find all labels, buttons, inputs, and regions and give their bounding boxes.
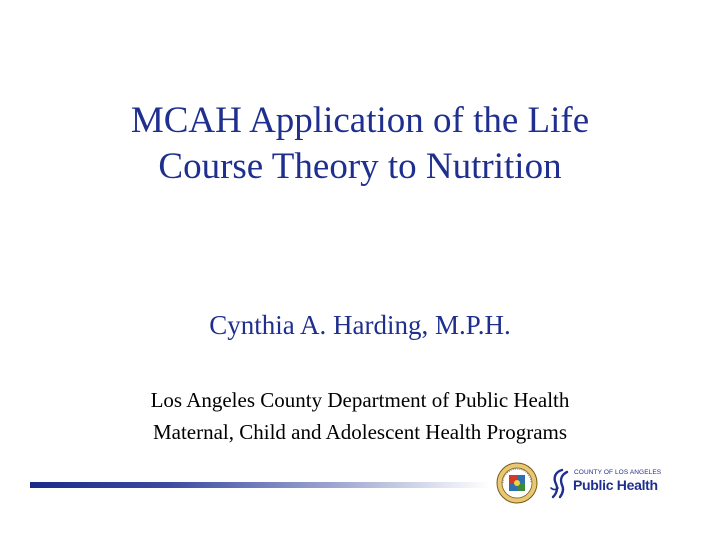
- organization-line-1: Los Angeles County Department of Public Health: [150, 388, 570, 412]
- public-health-title-text: Public Health: [573, 477, 658, 493]
- presenter-name: Cynthia A. Harding, M.P.H.: [209, 310, 511, 340]
- slide-title: [60, 98, 660, 190]
- public-health-logo: [548, 466, 662, 502]
- title-line-2: Course Theory to Nutrition: [158, 146, 562, 187]
- county-seal-logo: [496, 462, 538, 504]
- public-health-mark-icon: [548, 466, 574, 502]
- footer-gradient-rule: [30, 482, 490, 488]
- organization-block: [60, 384, 660, 448]
- organization-line-2: Maternal, Child and Adolescent Health Programs: [152, 420, 568, 444]
- public-health-county-text: COUNTY OF LOS ANGELES: [574, 469, 662, 476]
- title-line-1: MCAH Application of the Life: [130, 100, 590, 141]
